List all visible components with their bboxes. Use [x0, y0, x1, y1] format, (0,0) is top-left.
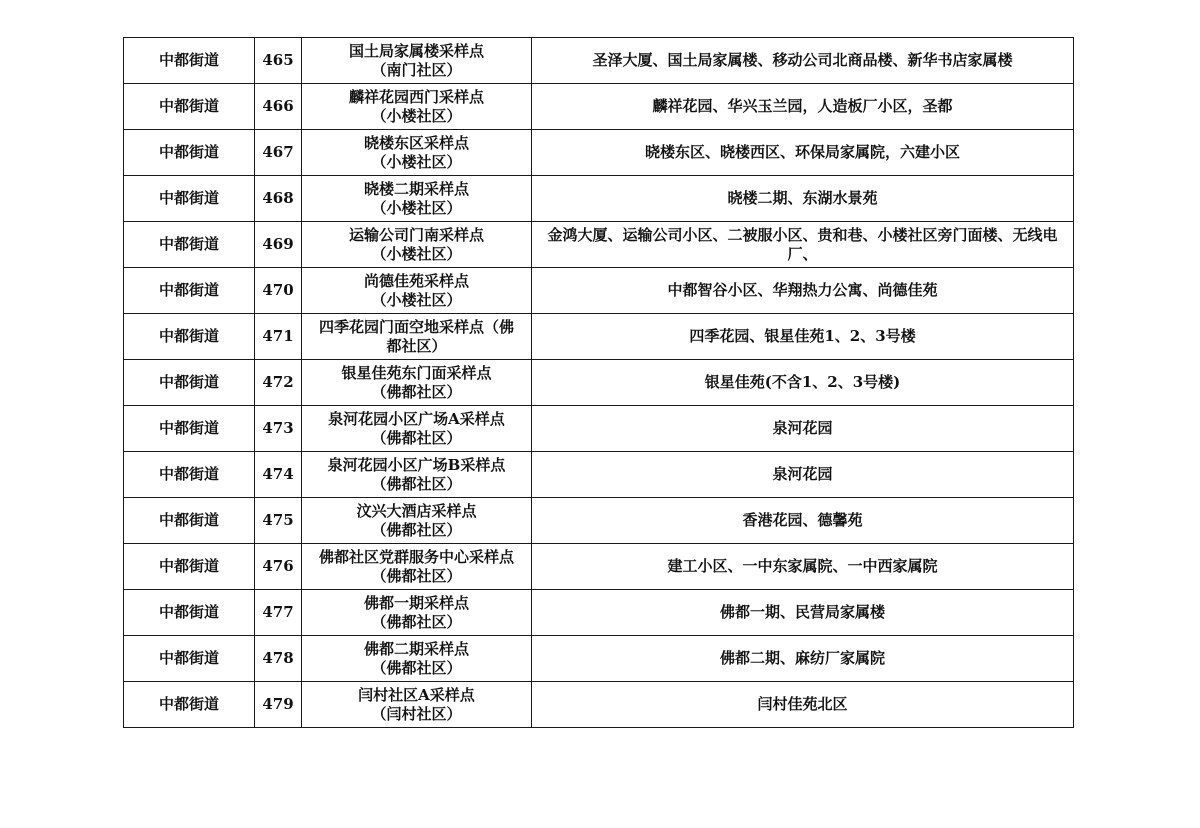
sampling-point-name: 晓楼东区采样点 [363, 133, 469, 152]
number-cell: 466 [255, 84, 302, 130]
number-cell: 476 [255, 544, 302, 590]
sampling-point-name: 佛都二期采样点 [363, 639, 469, 658]
table-row [124, 590, 1074, 636]
street-cell: 中都街道 [124, 38, 255, 84]
table-row [124, 498, 1074, 544]
table-row [124, 682, 1074, 728]
table-row [124, 406, 1074, 452]
street-cell: 中都街道 [124, 360, 255, 406]
street-cell: 中都街道 [124, 130, 255, 176]
number-cell: 470 [255, 268, 302, 314]
street-cell: 中都街道 [124, 682, 255, 728]
coverage-area-cell: 建工小区、一中东家属院、一中西家属院 [532, 544, 1074, 590]
table-row [124, 176, 1074, 222]
sampling-point-name: 银星佳苑东门面采样点 [341, 363, 492, 382]
coverage-area-cell: 麟祥花园、华兴玉兰园，人造板厂小区，圣都 [532, 84, 1074, 130]
sampling-point-table [123, 37, 1074, 728]
community-name: （南门社区） [371, 60, 462, 79]
number-cell: 479 [255, 682, 302, 728]
sampling-point-cell [302, 176, 532, 222]
number-cell: 478 [255, 636, 302, 682]
sampling-point-name: 佛都一期采样点 [363, 593, 469, 612]
street-cell: 中都街道 [124, 544, 255, 590]
coverage-area-cell: 泉河花园 [532, 406, 1074, 452]
sampling-point-cell [302, 130, 532, 176]
sampling-point-name: 闫村社区A采样点 [358, 685, 475, 704]
number-cell: 468 [255, 176, 302, 222]
community-name: （佛都社区） [371, 520, 462, 539]
street-cell: 中都街道 [124, 452, 255, 498]
street-cell: 中都街道 [124, 314, 255, 360]
community-name: 都社区） [386, 336, 447, 355]
community-name: （佛都社区） [371, 612, 462, 631]
community-name: （佛都社区） [371, 428, 462, 447]
sampling-point-name: 四季花园门面空地采样点（佛 [318, 317, 514, 336]
sampling-point-name: 泉河花园小区广场B采样点 [327, 455, 506, 474]
community-name: （佛都社区） [371, 566, 462, 585]
street-cell: 中都街道 [124, 406, 255, 452]
coverage-area-cell: 晓楼东区、晓楼西区、环保局家属院，六建小区 [532, 130, 1074, 176]
community-name: （闫村社区） [371, 704, 462, 723]
table-row [124, 38, 1074, 84]
coverage-area-cell: 中都智谷小区、华翔热力公寓、尚德佳苑 [532, 268, 1074, 314]
table-row [124, 314, 1074, 360]
table-row [124, 544, 1074, 590]
community-name: （佛都社区） [371, 658, 462, 677]
number-cell: 471 [255, 314, 302, 360]
sampling-point-cell [302, 636, 532, 682]
coverage-area-cell: 银星佳苑(不含1、2、3号楼) [532, 360, 1074, 406]
sampling-point-cell [302, 406, 532, 452]
table-row [124, 84, 1074, 130]
table-row [124, 452, 1074, 498]
sampling-point-name: 尚德佳苑采样点 [363, 271, 469, 290]
sampling-point-name: 麟祥花园西门采样点 [348, 87, 484, 106]
sampling-point-name: 泉河花园小区广场A采样点 [328, 409, 505, 428]
community-name: （小楼社区） [371, 244, 462, 263]
sampling-point-cell [302, 222, 532, 268]
sampling-point-cell [302, 590, 532, 636]
community-name: （小楼社区） [371, 106, 462, 125]
street-cell: 中都街道 [124, 268, 255, 314]
table-row [124, 222, 1074, 268]
street-cell: 中都街道 [124, 498, 255, 544]
sampling-point-cell [302, 452, 532, 498]
table-row [124, 268, 1074, 314]
sampling-point-name: 佛都社区党群服务中心采样点 [318, 547, 514, 566]
number-cell: 474 [255, 452, 302, 498]
sampling-point-cell [302, 498, 532, 544]
coverage-area-cell: 金鸿大厦、运输公司小区、二被服小区、贵和巷、小楼社区旁门面楼、无线电厂、 [532, 222, 1074, 268]
sampling-point-cell [302, 268, 532, 314]
sampling-point-name: 国土局家属楼采样点 [348, 41, 484, 60]
sampling-point-name: 运输公司门南采样点 [348, 225, 484, 244]
sampling-point-cell [302, 544, 532, 590]
sampling-point-name: 晓楼二期采样点 [363, 179, 469, 198]
street-cell: 中都街道 [124, 222, 255, 268]
community-name: （小楼社区） [371, 290, 462, 309]
number-cell: 475 [255, 498, 302, 544]
sampling-point-cell [302, 38, 532, 84]
number-cell: 473 [255, 406, 302, 452]
number-cell: 465 [255, 38, 302, 84]
number-cell: 477 [255, 590, 302, 636]
coverage-area-cell: 四季花园、银星佳苑1、2、3号楼 [532, 314, 1074, 360]
sampling-point-cell [302, 360, 532, 406]
community-name: （佛都社区） [371, 474, 462, 493]
street-cell: 中都街道 [124, 636, 255, 682]
number-cell: 469 [255, 222, 302, 268]
coverage-area-cell: 泉河花园 [532, 452, 1074, 498]
coverage-area-cell: 香港花园、德馨苑 [532, 498, 1074, 544]
table-row [124, 636, 1074, 682]
sampling-point-cell [302, 84, 532, 130]
number-cell: 467 [255, 130, 302, 176]
coverage-area-cell: 闫村佳苑北区 [532, 682, 1074, 728]
community-name: （佛都社区） [371, 382, 462, 401]
street-cell: 中都街道 [124, 176, 255, 222]
coverage-area-cell: 圣泽大厦、国土局家属楼、移动公司北商品楼、新华书店家属楼 [532, 38, 1074, 84]
sampling-point-cell [302, 314, 532, 360]
coverage-area-cell: 晓楼二期、东湖水景苑 [532, 176, 1074, 222]
street-cell: 中都街道 [124, 590, 255, 636]
sampling-point-cell [302, 682, 532, 728]
street-cell: 中都街道 [124, 84, 255, 130]
coverage-area-cell: 佛都一期、民营局家属楼 [532, 590, 1074, 636]
table-row [124, 130, 1074, 176]
sampling-point-name: 汶兴大酒店采样点 [356, 501, 477, 520]
number-cell: 472 [255, 360, 302, 406]
community-name: （小楼社区） [371, 198, 462, 217]
coverage-area-cell: 佛都二期、麻纺厂家属院 [532, 636, 1074, 682]
table-row [124, 360, 1074, 406]
community-name: （小楼社区） [371, 152, 462, 171]
